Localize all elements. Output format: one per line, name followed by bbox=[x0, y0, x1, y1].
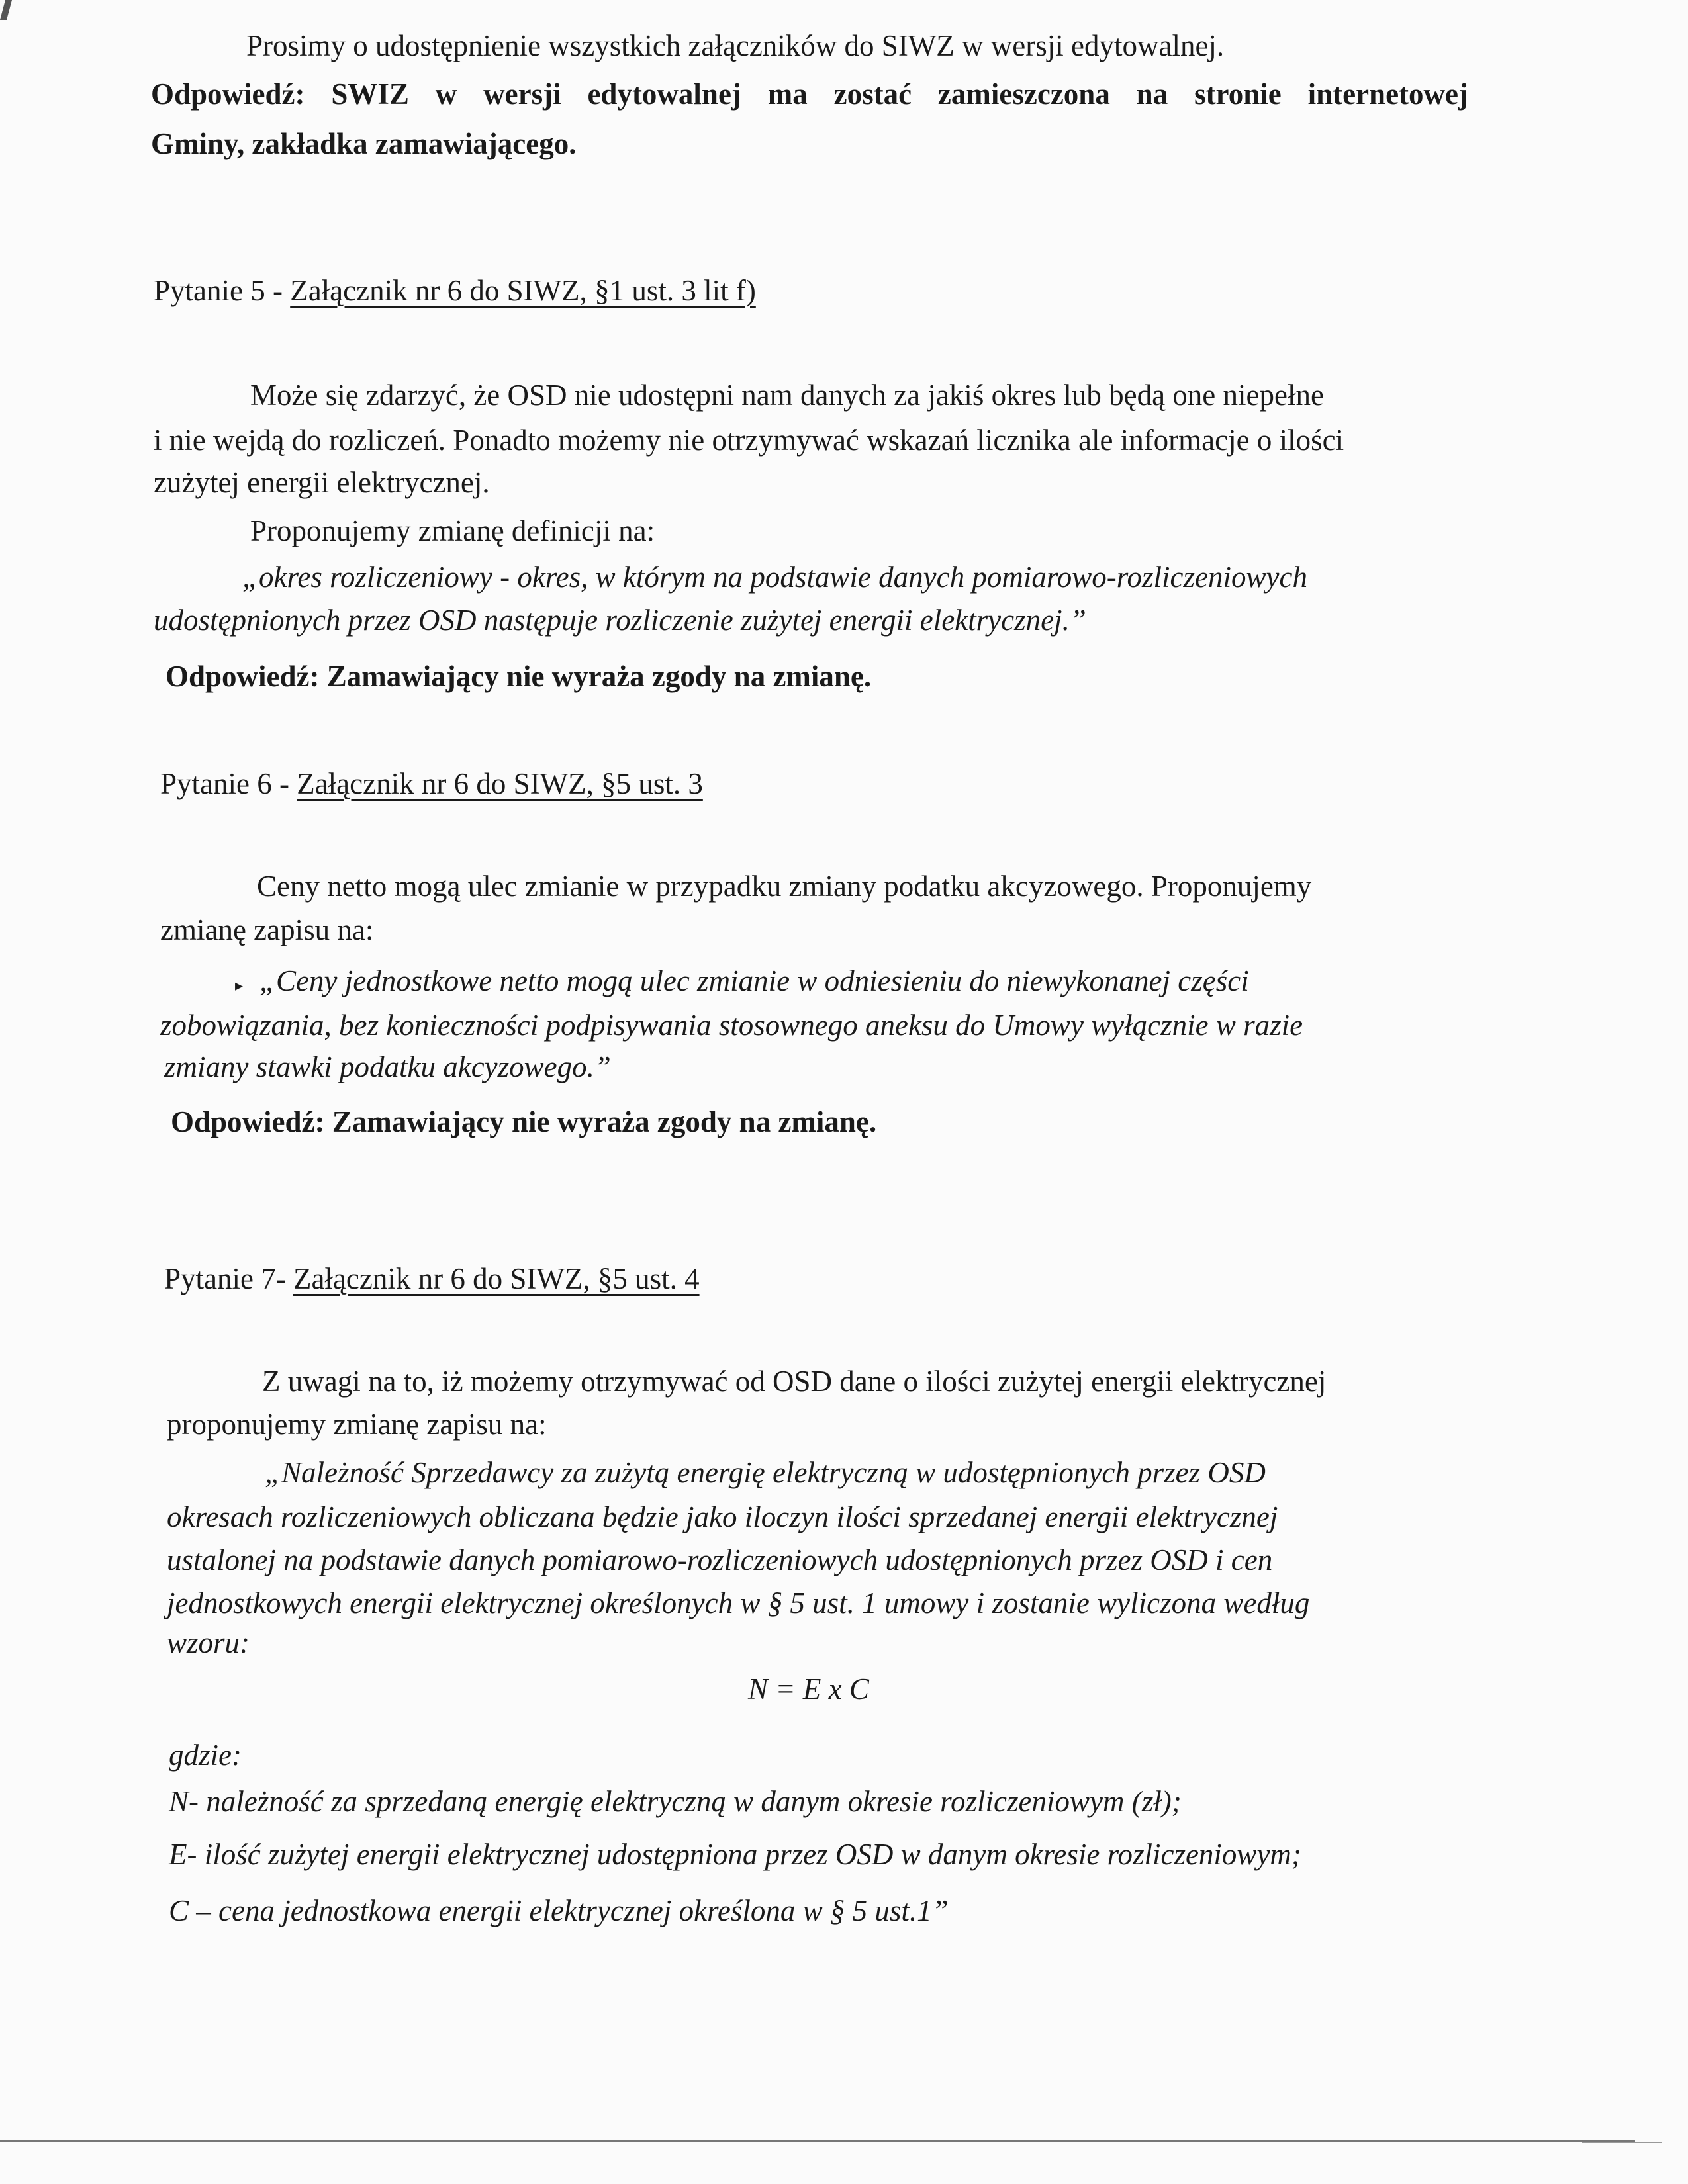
q7-formula: N = E x C bbox=[748, 1672, 869, 1706]
q7-quote-line3: ustalonej na podstawie danych pomiarowo-rozliczeniowych udostępnionych przez OSD i cen bbox=[167, 1543, 1273, 1576]
bottom-rule bbox=[0, 2140, 1635, 2142]
question-5-heading bbox=[154, 273, 756, 308]
q6-quote-line3: zmiany stawki podatku akcyzowego.” bbox=[164, 1050, 611, 1083]
bottom-rule-tail bbox=[1582, 2142, 1662, 2143]
q7-def-c: C – cena jednostkowa energii elektrycznej określona w § 5 ust.1” bbox=[169, 1894, 949, 1927]
question-6-reference: Załącznik nr 6 do SIWZ, §5 ust. 3 bbox=[297, 767, 703, 800]
q7-quote-line1: „Należność Sprzedawcy za zużytą energię elektryczną w udostępnionych przez OSD bbox=[265, 1456, 1266, 1489]
q6-body-line2: zmianę zapisu na: bbox=[160, 913, 374, 946]
q6-quote-line1: „Ceny jednostkowe netto mogą ulec zmianie w odniesieniu do niewykonanej części bbox=[259, 964, 1249, 997]
q5-body-line2: i nie wejdą do rozliczeń. Ponadto możemy nie otrzymywać wskazań licznika ale informacje o ilości bbox=[154, 424, 1344, 457]
q6-quote-line2: zobowiązania, bez konieczności podpisywania stosownego aneksu do Umowy wyłącznie w razie bbox=[160, 1009, 1303, 1042]
q7-quote-line2: okresach rozliczeniowych obliczana będzie jako iloczyn ilości sprzedanej energii elektrycznej bbox=[167, 1500, 1278, 1533]
q5-propose: Proponujemy zmianę definicji na: bbox=[250, 514, 655, 547]
q7-body-line1: Z uwagi na to, iż możemy otrzymywać od OSD dane o ilości zużytej energii elektrycznej bbox=[262, 1365, 1327, 1398]
q5-quote-line2: udostępnionych przez OSD następuje rozliczenie zużytej energii elektrycznej.” bbox=[154, 604, 1086, 637]
q7-quote-line4: jednostkowych energii elektrycznej określonych w § 5 ust. 1 umowy i zostanie wyliczona według bbox=[167, 1586, 1310, 1619]
question-6-label: Pytanie 6 - bbox=[160, 767, 297, 800]
q5-quote-line1: „okres rozliczeniowy - okres, w którym na podstawie danych pomiarowo-rozliczeniowych bbox=[242, 561, 1307, 594]
q7-def-e: E- ilość zużytej energii elektrycznej udostępniona przez OSD w danym okresie rozliczeniowym; bbox=[169, 1838, 1301, 1871]
scan-edge-mark bbox=[0, 0, 12, 20]
answer-heading-line2: Gminy, zakładka zamawiającego. bbox=[151, 127, 577, 160]
question-7-reference: Załącznik nr 6 do SIWZ, §5 ust. 4 bbox=[293, 1262, 700, 1295]
q6-body-line1: Ceny netto mogą ulec zmianie w przypadku zmiany podatku akcyzowego. Proponujemy bbox=[257, 870, 1312, 903]
q5-answer: Odpowiedź: Zamawiający nie wyraża zgody na zmianę. bbox=[165, 660, 872, 693]
question-7-label: Pytanie 7- bbox=[164, 1262, 293, 1295]
q5-body-line3: zużytej energii elektrycznej. bbox=[154, 466, 490, 499]
bullet-mark: ▸ bbox=[235, 978, 244, 995]
question-7-heading bbox=[164, 1261, 700, 1297]
q7-def-n: N- należność za sprzedaną energię elektryczną w danym okresie rozliczeniowym (zł); bbox=[169, 1785, 1182, 1818]
q7-quote-line5: wzoru: bbox=[167, 1626, 250, 1659]
q6-answer: Odpowiedź: Zamawiający nie wyraża zgody na zmianę. bbox=[171, 1105, 877, 1138]
q7-where: gdzie: bbox=[169, 1739, 242, 1772]
question-5-label: Pytanie 5 - bbox=[154, 274, 291, 307]
q5-body-line1: Może się zdarzyć, że OSD nie udostępni nam danych za jakiś okres lub będą one niepełne bbox=[250, 379, 1324, 412]
request-text: Prosimy o udostępnienie wszystkich załączników do SIWZ w wersji edytowalnej. bbox=[246, 29, 1225, 62]
question-6-heading bbox=[160, 766, 703, 801]
question-5-reference: Załącznik nr 6 do SIWZ, §1 ust. 3 lit f) bbox=[290, 274, 756, 307]
q7-body-line2: proponujemy zmianę zapisu na: bbox=[167, 1408, 547, 1441]
answer-heading-line1: Odpowiedź: SWIZ w wersji edytowalnej ma zostać zamieszczona na stronie internetowej bbox=[151, 77, 1468, 111]
